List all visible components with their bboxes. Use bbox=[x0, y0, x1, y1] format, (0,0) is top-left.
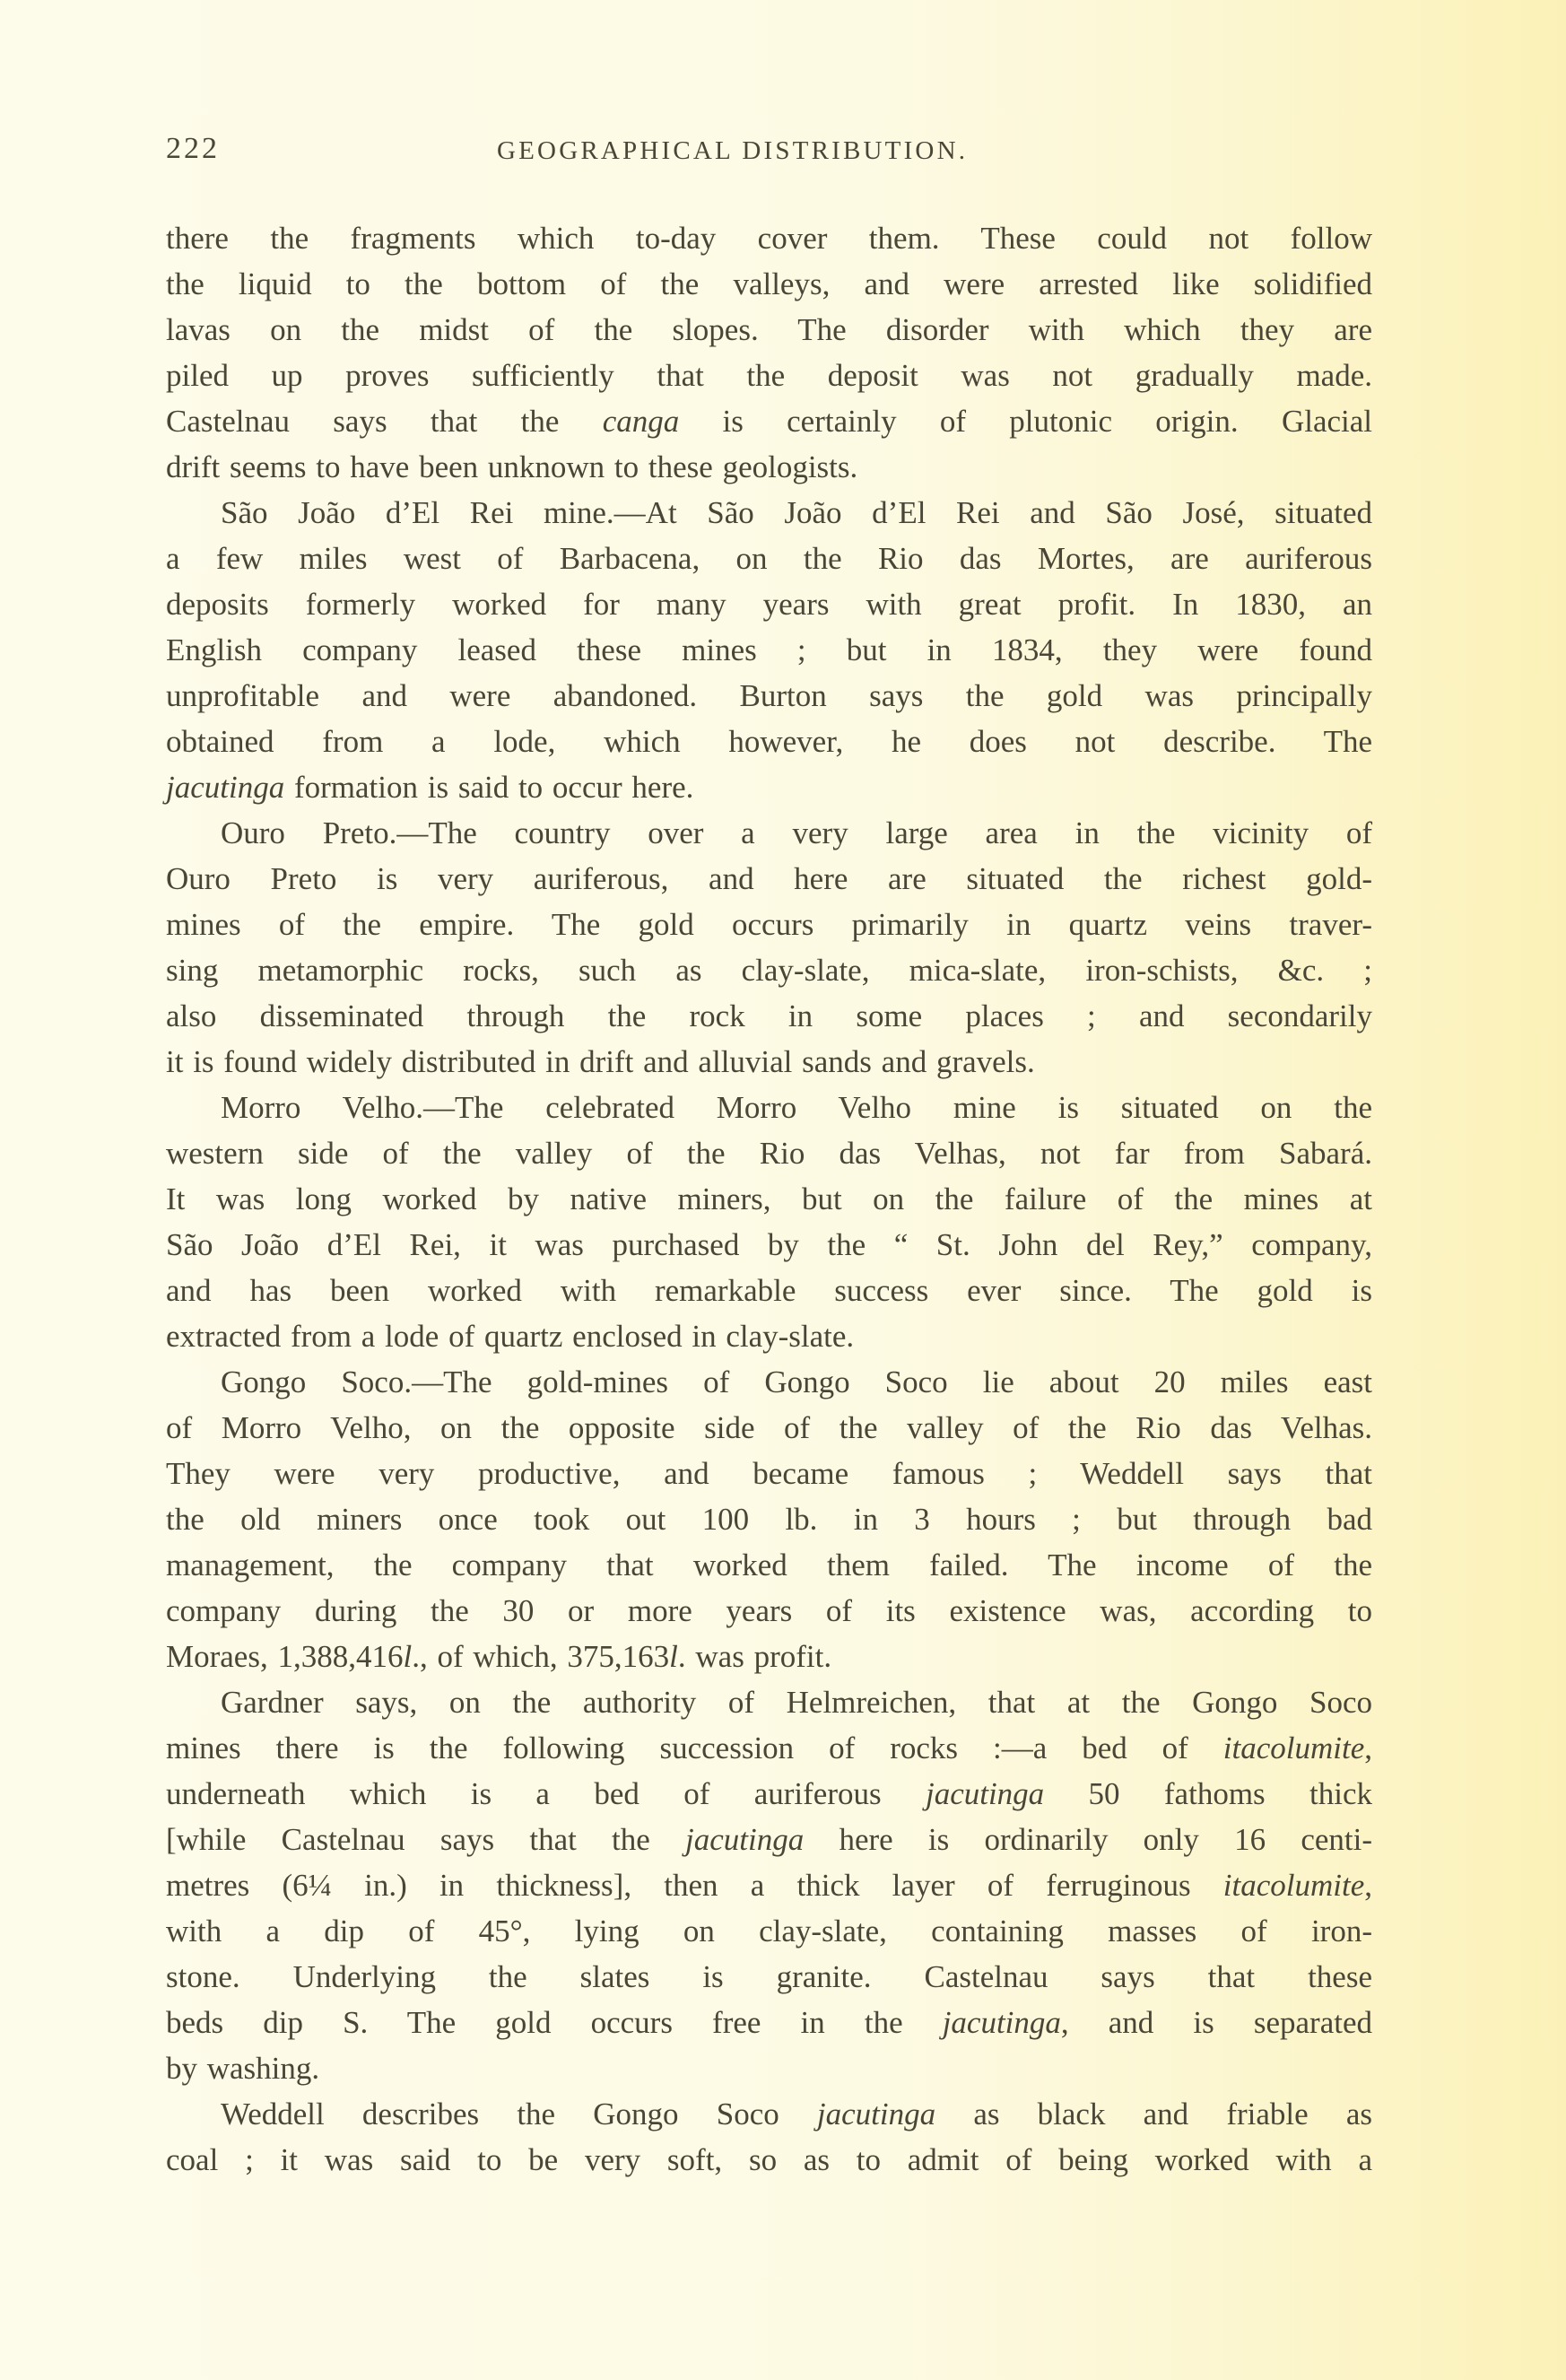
text-run: English company leased these mines ; but in 1834, they were found bbox=[166, 632, 1372, 667]
paragraph-gongo-soco bbox=[166, 1359, 1372, 1679]
text-line bbox=[166, 1634, 1372, 1679]
text-line bbox=[166, 673, 1372, 719]
text-line bbox=[166, 1954, 1372, 2000]
italic-term: l bbox=[403, 1639, 413, 1674]
running-head bbox=[166, 131, 1372, 167]
running-head-title: GEOGRAPHICAL DISTRIBUTION. bbox=[497, 136, 969, 165]
text-run: , bbox=[1364, 1868, 1372, 1903]
text-line bbox=[166, 1817, 1372, 1862]
text-run: obtained from a lode, which however, he does not describe. The bbox=[166, 724, 1372, 759]
text-line bbox=[166, 627, 1372, 673]
italic-term: itacolumite bbox=[1222, 1868, 1365, 1903]
text-line bbox=[166, 2091, 1372, 2137]
text-line bbox=[166, 307, 1372, 353]
text-run: drift seems to have been unknown to these geologists. bbox=[166, 449, 858, 484]
text-run: They were very productive, and became famous ; Weddell says that bbox=[166, 1456, 1372, 1491]
text-line bbox=[166, 856, 1372, 902]
text-run: Gardner says, on the authority of Helmreichen, that at the Gongo Soco bbox=[221, 1685, 1372, 1720]
text-line bbox=[166, 444, 1372, 490]
paragraph-weddell bbox=[166, 2091, 1372, 2183]
text-line bbox=[166, 1542, 1372, 1588]
text-run: extracted from a lode of quartz enclosed in clay-slate. bbox=[166, 1319, 855, 1354]
text-run: Moraes, 1,388,416 bbox=[166, 1639, 404, 1674]
text-line bbox=[166, 1451, 1372, 1496]
text-line bbox=[166, 1588, 1372, 1634]
italic-term: jacutinga bbox=[942, 2005, 1061, 2040]
text-run: . was profit. bbox=[677, 1639, 832, 1674]
text-line bbox=[166, 2000, 1372, 2045]
text-line bbox=[166, 1908, 1372, 1954]
text-run: ., of which, 375,163 bbox=[412, 1639, 670, 1674]
text-line bbox=[166, 1359, 1372, 1405]
paragraph-ouro-preto bbox=[166, 810, 1372, 1085]
text-run: by washing. bbox=[166, 2051, 320, 2086]
body-text bbox=[166, 215, 1372, 2183]
text-run: unprofitable and were abandoned. Burton says the gold was principally bbox=[166, 678, 1372, 713]
text-run: the old miners once took out 100 lb. in 3 hours ; but through bad bbox=[166, 1502, 1372, 1537]
text-run: deposits formerly worked for many years with great profit. In 1830, an bbox=[166, 587, 1372, 622]
text-run: Morro Velho.—The celebrated Morro Velho mine is situated on the bbox=[221, 1090, 1372, 1125]
text-run: underneath which is a bed of auriferous bbox=[166, 1776, 926, 1811]
text-line bbox=[166, 1313, 1372, 1359]
text-run: sing metamorphic rocks, such as clay-slate, mica-slate, iron-schists, &c. ; bbox=[166, 953, 1372, 988]
text-run: with a dip of 45°, lying on clay-slate, containing masses of iron- bbox=[166, 1914, 1372, 1948]
text-run: is certainly of plutonic origin. Glacial bbox=[679, 404, 1372, 439]
text-line bbox=[166, 2137, 1372, 2183]
text-line bbox=[166, 1679, 1372, 1725]
text-run: management, the company that worked them failed. The income of the bbox=[166, 1547, 1372, 1582]
text-run: 50 fathoms thick bbox=[1044, 1776, 1372, 1811]
text-run: beds dip S. The gold occurs free in the bbox=[166, 2005, 943, 2040]
text-run: lavas on the midst of the slopes. The disorder with which they are bbox=[166, 312, 1372, 347]
text-run: Gongo Soco.—The gold-mines of Gongo Soco lie about 20 miles east bbox=[221, 1364, 1372, 1399]
text-run: stone. Underlying the slates is granite. Castelnau says that these bbox=[166, 1959, 1372, 1994]
text-line bbox=[166, 993, 1372, 1039]
text-run: a few miles west of Barbacena, on the Rio das Mortes, are auriferous bbox=[166, 541, 1372, 576]
text-run: formation is said to occur here. bbox=[284, 770, 694, 805]
text-line bbox=[166, 764, 1372, 810]
text-run: also disseminated through the rock in some places ; and secondarily bbox=[166, 998, 1372, 1033]
text-line bbox=[166, 1085, 1372, 1130]
text-line bbox=[166, 902, 1372, 947]
italic-term: l bbox=[669, 1639, 678, 1674]
text-run: as black and friable as bbox=[935, 2097, 1373, 2132]
text-line bbox=[166, 1725, 1372, 1771]
italic-term: jacutinga bbox=[816, 2097, 936, 2132]
text-run: , bbox=[1364, 1731, 1372, 1765]
text-line bbox=[166, 1405, 1372, 1451]
text-run: , and is separated bbox=[1060, 2005, 1372, 2040]
text-line bbox=[166, 581, 1372, 627]
text-run: Ouro Preto.—The country over a very large area in the vicinity of bbox=[221, 815, 1372, 850]
text-run: Castelnau says that the bbox=[166, 404, 603, 439]
text-run: Ouro Preto is very auriferous, and here are situated the richest gold- bbox=[166, 861, 1372, 896]
text-run: it is found widely distributed in drift and alluvial sands and gravels. bbox=[166, 1044, 1035, 1079]
text-run: It was long worked by native miners, but on the failure of the mines at bbox=[166, 1181, 1372, 1216]
text-run: western side of the valley of the Rio das Velhas, not far from Sabará. bbox=[166, 1136, 1372, 1171]
text-line bbox=[166, 1039, 1372, 1085]
text-run: mines there is the following succession of rocks :—a bed of bbox=[166, 1731, 1223, 1765]
italic-term: canga bbox=[602, 404, 680, 439]
text-line bbox=[166, 1862, 1372, 1908]
italic-term: jacutinga bbox=[685, 1822, 805, 1857]
text-line bbox=[166, 1268, 1372, 1313]
text-run: there the fragments which to-day cover them. These could not follow bbox=[166, 221, 1372, 256]
paragraph-gardner bbox=[166, 1679, 1372, 2091]
paragraph-sao-joao bbox=[166, 490, 1372, 810]
text-line bbox=[166, 1176, 1372, 1222]
text-line bbox=[166, 1771, 1372, 1817]
text-line bbox=[166, 353, 1372, 398]
paragraph-morro-velho bbox=[166, 1085, 1372, 1359]
text-line bbox=[166, 1222, 1372, 1268]
text-line bbox=[166, 719, 1372, 764]
italic-term: jacutinga bbox=[166, 770, 285, 805]
text-run: metres (6¼ in.) in thickness], then a thick layer of ferruginous bbox=[166, 1868, 1223, 1903]
text-run: São João d’El Rei, it was purchased by the “ St. John del Rey,” company, bbox=[166, 1227, 1372, 1262]
text-run: [while Castelnau says that the bbox=[166, 1822, 686, 1857]
text-run: of Morro Velho, on the opposite side of the valley of the Rio das Velhas. bbox=[166, 1410, 1372, 1445]
text-run: mines of the empire. The gold occurs primarily in quartz veins traver- bbox=[166, 907, 1372, 942]
text-run: Weddell describes the Gongo Soco bbox=[221, 2097, 817, 2132]
text-run: piled up proves sufficiently that the deposit was not gradually made. bbox=[166, 358, 1372, 393]
text-run: company during the 30 or more years of its existence was, according to bbox=[166, 1593, 1372, 1628]
text-line bbox=[166, 536, 1372, 581]
text-line bbox=[166, 947, 1372, 993]
text-line bbox=[166, 215, 1372, 261]
text-line bbox=[166, 2045, 1372, 2091]
text-run: São João d’El Rei mine.—At São João d’El Rei and São José, situated bbox=[221, 495, 1372, 530]
text-line bbox=[166, 1130, 1372, 1176]
text-line bbox=[166, 1496, 1372, 1542]
paragraph-continuation bbox=[166, 215, 1372, 490]
italic-term: jacutinga bbox=[925, 1776, 1045, 1811]
text-line bbox=[166, 261, 1372, 307]
text-run: coal ; it was said to be very soft, so as to admit of being worked with a bbox=[166, 2142, 1372, 2177]
italic-term: itacolumite bbox=[1222, 1731, 1365, 1765]
text-line bbox=[166, 490, 1372, 536]
text-line bbox=[166, 398, 1372, 444]
text-run: here is ordinarily only 16 centi- bbox=[804, 1822, 1372, 1857]
text-run: and has been worked with remarkable success ever since. The gold is bbox=[166, 1273, 1372, 1308]
page-number: 222 bbox=[166, 132, 220, 165]
text-run: the liquid to the bottom of the valleys, and were arrested like solidified bbox=[166, 266, 1372, 301]
text-line bbox=[166, 810, 1372, 856]
